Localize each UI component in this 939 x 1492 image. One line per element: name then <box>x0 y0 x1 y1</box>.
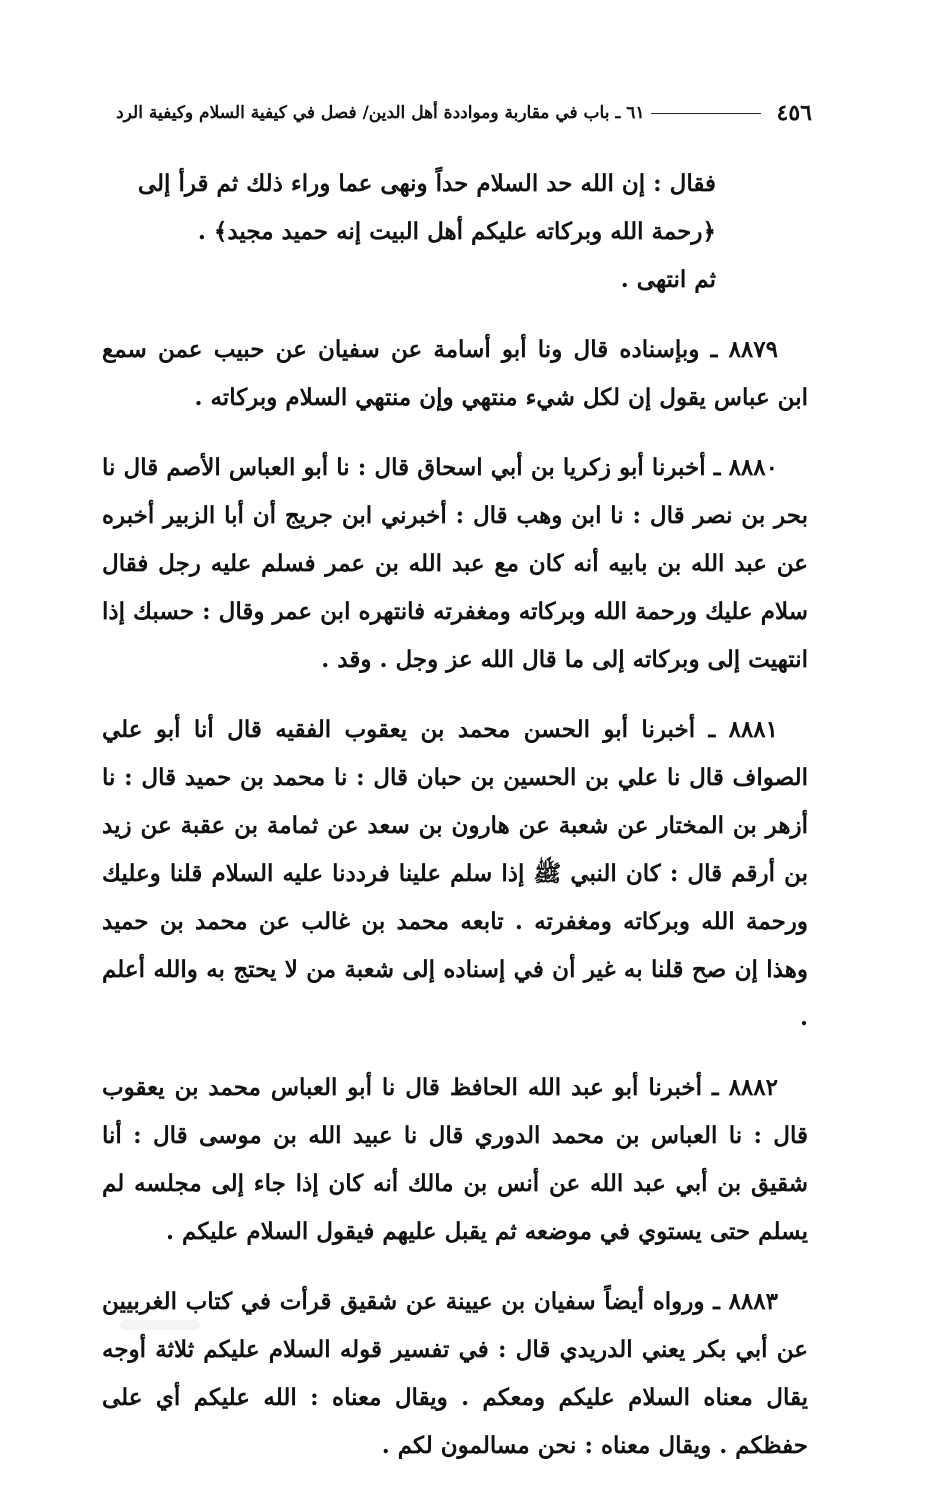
header-rule <box>651 113 761 114</box>
text-line: ثم انتهى . <box>620 266 716 293</box>
hadith-8879: ٨٨٧٩ ـ وبإسناده قال ونا أبو أسامة عن سفيان عن حبيب عمن سمع ابن عباس يقول إن لكل شيء منتهي وإن منتهي السلام وبركاته . <box>102 336 808 411</box>
quran-verse: ﴿رحمة الله وبركاته عليكم أهل البيت إنه حميد مجيد﴾ . <box>197 218 716 245</box>
page-number: ٤٥٦ <box>776 100 812 126</box>
paragraph-quote <box>102 160 808 304</box>
scan-smudge <box>120 1320 200 1330</box>
running-header <box>100 96 812 130</box>
hadith-8880: ٨٨٨٠ ـ أخبرنا أبو زكريا بن أبي اسحاق قال : نا أبو العباس الأصم قال نا بحر بن نصر قال : نا ابن وهب قال : أخبرني ابن جريج أن أبا الزبير أخبره عن عبد الله بن بابيه أنه كان مع عبد الله بن عمر فسلم عليه رجل فقال سلام عليك ورحمة الله وبركاته ومغفرته فانتهره ابن عمر وقال : حسبك إذا انتهيت إلى وبركاته إلى ما قال الله عز وجل . وقد . <box>102 454 808 673</box>
hadith-8883: ٨٨٨٣ ـ ورواه أيضاً سفيان بن عيينة عن شقيق قرأت في كتاب الغربيين عن أبي بكر يعني الدريدي قال : في تفسير قوله السلام عليكم ثلاثة أوجه يقال معناه السلام عليكم ومعكم . ويقال معناه : الله عليكم أي على حفظكم . ويقال معناه : نحن مسالمون لكم . <box>102 1288 808 1459</box>
body-text <box>102 160 808 1492</box>
text-line: فقال : إن الله حد السلام حداً ونهى عما وراء ذلك ثم قرأ إلى <box>137 170 716 197</box>
hadith-8882: ٨٨٨٢ ـ أخبرنا أبو عبد الله الحافظ قال نا أبو العباس محمد بن يعقوب قال : نا العباس بن محمد الدوري قال نا عبيد الله بن موسى قال : أنا شقيق بن أبي عبد الله عن أنس بن مالك أنه كان إذا جاء إلى مجلسه لم يسلم حتى يستوي في موضعه ثم يقبل عليهم فيقول السلام عليكم . <box>102 1074 808 1245</box>
hadith-8881: ٨٨٨١ ـ أخبرنا أبو الحسن محمد بن يعقوب الفقيه قال أنا أبو علي الصواف قال نا علي بن الحسين بن حبان قال : نا محمد بن حميد قال : نا أزهر بن المختار عن شعبة عن هارون بن سعد عن ثمامة بن عقبة عن زيد بن أرقم قال : كان النبي ﷺ إذا سلم علينا فرددنا عليه السلام قلنا وعليك ورحمة الله وبركاته ومغفرته . تابعه محمد بن غالب عن محمد بن حميد وهذا إن صح قلنا به غير أن في إسناده إلى شعبة من لا يحتج به والله أعلم . <box>102 716 808 1031</box>
chapter-title: ٦١ ـ باب في مقاربة ومواددة أهل الدين/ فصل في كيفية السلام وكيفية الرد <box>116 103 645 123</box>
